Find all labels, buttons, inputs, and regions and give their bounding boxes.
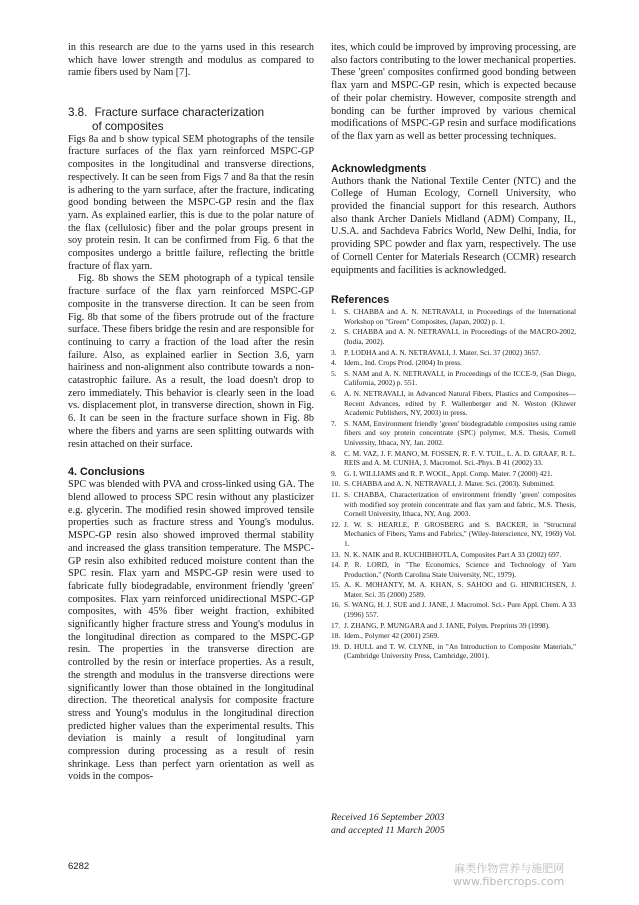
reference-item [331, 631, 576, 641]
reference-number: 4. [331, 358, 337, 368]
reference-item [331, 600, 576, 619]
reference-number: 9. [331, 468, 337, 478]
reference-text: P. R. LORD, in "The Economics, Science and Technology of Yarn Production," (North Carolina State University, NC, 1979). [344, 560, 576, 579]
section-title-line1: Fracture surface characterization [94, 106, 265, 120]
reference-item [331, 348, 576, 358]
section-title-line2: of composites [92, 119, 164, 133]
reference-number: 3. [331, 347, 337, 357]
reference-number: 14. [331, 560, 341, 570]
reference-number: 15. [331, 580, 341, 590]
accepted-line: and accepted 11 March 2005 [331, 824, 445, 836]
reference-item [331, 621, 576, 631]
paragraph-fracture-2: Fig. 8b shows the SEM photograph of a typical tensile fracture surface of the flax yarn reinforced MSPC-GP composite in the transverse direction. It can be seen from Fig. 8b that some of the fibers protrude out of the fracture surface. These fibers bridge the resin and are responsible for continuing to carry a fraction of the load after the resin failure. Also, as explained earlier in Section 3.6, yarn hairiness and non-alignment also contribute towards a non-catastrophic failure. As a result, the load doesn't drop to zero immediately. This behavior is clearly seen in the load vs. displacement plot, in transverse direction, shown in Fig. 6. It can be seen in the fracture surface shown in Fig. 8b where the fibers and yarns are seen splitting outwards with resin attached on their surface. [68, 273, 314, 450]
left-column [68, 42, 314, 784]
reference-item [331, 358, 576, 368]
reference-number: 16. [331, 600, 341, 610]
reference-text: N. K. NAIK and R. KUCHIBHOTLA, Composites Part A 33 (2002) 697. [344, 549, 562, 559]
acknowledgments-heading: Acknowledgments [331, 162, 427, 175]
reference-number: 5. [331, 368, 337, 378]
reference-text: Idem., Polymer 42 (2001) 2569. [344, 631, 440, 641]
reference-item [331, 327, 576, 346]
received-dates [331, 812, 445, 837]
reference-text: C. M. VAZ, J. F. MANO, M. FOSSEN, R. F. V. TUIL, L. A. D. GRAAF, R. L. REIS and A. M. CUNHA, J. Macromol. Sci.-Phys. B 41 (2002) 33. [344, 448, 576, 468]
reference-number: 19. [331, 641, 341, 651]
reference-item [331, 642, 576, 661]
reference-text: S. NAM and A. N. NETRAVALI, in Proceedings of the ICCE-9, (San Diego, California, 2002) p. 551. [344, 368, 576, 388]
paragraph-continuation: ites, which could be improved by improving processing, are also factors contributing to the lower mechanical properties. These 'green' composites confirmed good bonding between flax yarn and MSPC-GP resin, which is expected because of their polar chemistry. However, composite strength and bonding can be further improved by various chemical modifications of MSPC-GP resin and surface modifications of the flax yarn as well as better processing techniques. [331, 42, 576, 142]
paragraph-conclusions: SPC was blended with PVA and cross-linked using GA. The blend allowed to process SPC resin without any plasticizer e.g. glycerin. The modified resin showed improved tensile properties such as fracture stress and Young's modulus. MSPC-GP resin also showed improved thermal stability and increased the glass transition temperature. The MSPC-GP resin also exhibited reduced moisture content than the SPC resin. Flax yarn and MSPC-GP resin were used to fabricate fully biodegradable, environment friendly 'green' composites. Flax yarn reinforced unidirectional MSPC-GP composites, with 45% fiber weight fraction, exhibited significantly higher fracture stress and Young's modulus in the longitudinal direction as compared to the MSPC-GP resin. The properties in the transverse direction are controlled by the resin or interface properties. As a result, the strength and modulus in the transverse directions were significantly lower than those obtained in the longitudinal direction. The theoretical analysis for composite fracture stress and Young's modulus in the longitudinal direction predicted higher values than the experimental results. This deviation is mainly a result of longitudinal yarn compression during processing as a result of resin shrinkage. Less than perfect yarn orientation as well as voids in the compos- [68, 479, 314, 783]
reference-text: S. CHABBA and A. N. NETRAVALI, in Proceedings of the International Workshop on "Green" Composites, (Japan, 2002) p. 1. [344, 307, 576, 326]
section-conclusions-heading: 4. Conclusions [68, 466, 145, 479]
reference-text: J. W. S. HEARLE, P. GROSBERG and S. BACKER, in "Structural Mechanics of Fibers, Yarns and Fabrics," (Wiley-Interscience, NY, 1969) Vol. 1. [344, 519, 576, 548]
reference-number: 10. [331, 479, 341, 489]
reference-text: D. HULL and T. W. CLYNE, in "An Introduction to Composite Materials," (Cambridge University Press, Cambridge, 2001). [344, 641, 576, 661]
reference-text: A. K. MOHANTY, M. A. KHAN, S. SAHOO and G. HINRICHSEN, J. Mater. Sci. 35 (2000) 2589. [344, 580, 576, 599]
watermark-text [453, 862, 564, 888]
reference-number: 7. [331, 418, 337, 428]
reference-number: 6. [331, 389, 337, 398]
section-3-8-heading [68, 106, 314, 134]
reference-text: S. NAM, Environment friendly 'green' biodegradable composites using ramie fibers and soy protein concentrate (SPC) polymer, M.S. Thesis, Cornell University, Ithaca, NY, Jan. 2002. [344, 418, 576, 447]
paragraph-fracture-1: Figs 8a and b show typical SEM photographs of the tensile fracture surfaces of the flax yarn reinforced MSPC-GP composites in the longitudinal and transverse directions, respectively. It can be seen from Figs 7 and 8a that the resin is adhering to the yarn surface, after the fracture, indicating good bonding between the MSPC-GP resin and the flax yarn. As explained earlier, this is due to the polar nature of the flax (cellulosic) fiber and the polar groups present in soy protein resin. It can be confirmed from Fig. 6 that the composites undergo a brittle failure, reflecting the brittle fracture of flax yarn. [68, 133, 314, 272]
page-number: 6282 [68, 861, 90, 872]
right-column [331, 42, 576, 662]
reference-text: Idem., Ind. Crops Prod. (2004) In press. [344, 358, 463, 368]
reference-number: 1. [331, 307, 337, 317]
reference-text: S. CHABBA and A. N. NETRAVALI, in Proceedings of the MACRO-2002, (India, 2002). [344, 327, 576, 347]
reference-number: 8. [331, 448, 337, 458]
reference-item [331, 490, 576, 519]
section-number: 3.8. [68, 106, 88, 120]
reference-text: S. CHABBA, Characterization of environment friendly 'green' composites with modified soy protein concentrate and flax yarn and fabric, M.S. Thesis, Cornell University, Ithaca, NY, Aug. 2003. [344, 489, 576, 519]
reference-text: S. CHABBA and A. N. NETRAVALI, J. Mater. Sci. (2003). Submitted. [344, 479, 555, 489]
reference-number: 11. [331, 489, 340, 499]
reference-item [331, 479, 576, 489]
reference-item [331, 389, 576, 418]
reference-item [331, 369, 576, 388]
reference-list [331, 307, 576, 661]
reference-text: S. WANG, H. J. SUE and J. JANE, J. Macromol. Sci.- Pure Appl. Chem. A 33 (1996) 557. [344, 600, 576, 620]
reference-text: G. I. WILLIAMS and R. P. WOOL, Appl. Comp. Mater. 7 (2000) 421. [344, 468, 553, 478]
watermark-line2: www.fibercrops.com [453, 875, 565, 888]
reference-number: 18. [331, 631, 341, 641]
paragraph-intro-left: in this research are due to the yarns used in this research which have lower strength and modulus as compared to ramie fibers used by Nam [7]. [68, 42, 314, 79]
reference-item [331, 520, 576, 549]
reference-item [331, 560, 576, 579]
references-heading: References [331, 294, 390, 307]
reference-item [331, 419, 576, 448]
watermark-line1: 麻类作物营养与施肥网 [454, 862, 565, 875]
reference-number: 12. [331, 519, 341, 529]
reference-item [331, 307, 576, 326]
reference-number: 17. [331, 620, 341, 630]
reference-item [331, 449, 576, 468]
paragraph-acknowledgments: Authors thank the National Textile Center (NTC) and the College of Human Ecology, Cornell University, who provided the financial support for this research. Authors also thank Archer Daniels Midland (ADM) Company, IL, U.S.A. and Sachdeva Fabrics World, New Delhi, India, for providing SPC powder and flax yarn, respectively. The use of Cornell Center for Materials Research (CCMR) research equipments and facilities is acknowledged. [331, 175, 576, 276]
reference-text: P. LODHA and A. N. NETRAVALI, J. Mater. Sci. 37 (2002) 3657. [344, 347, 541, 357]
reference-text: A. N. NETRAVALI, in Advanced Natural Fibers, Plastics and Composites—Recent Advances, edited by F. Wallenberger and N. Weston (Kluwer Academic Publishers, NY, 2003) in press. [344, 389, 576, 418]
reference-item [331, 550, 576, 560]
reference-item [331, 580, 576, 599]
reference-item [331, 469, 576, 479]
received-line: Received 16 September 2003 [331, 812, 445, 823]
reference-number: 2. [331, 327, 337, 337]
reference-number: 13. [331, 549, 341, 559]
reference-text: J. ZHANG, P. MUNGARA and J. JANE, Polym. Preprints 39 (1998). [344, 620, 550, 630]
